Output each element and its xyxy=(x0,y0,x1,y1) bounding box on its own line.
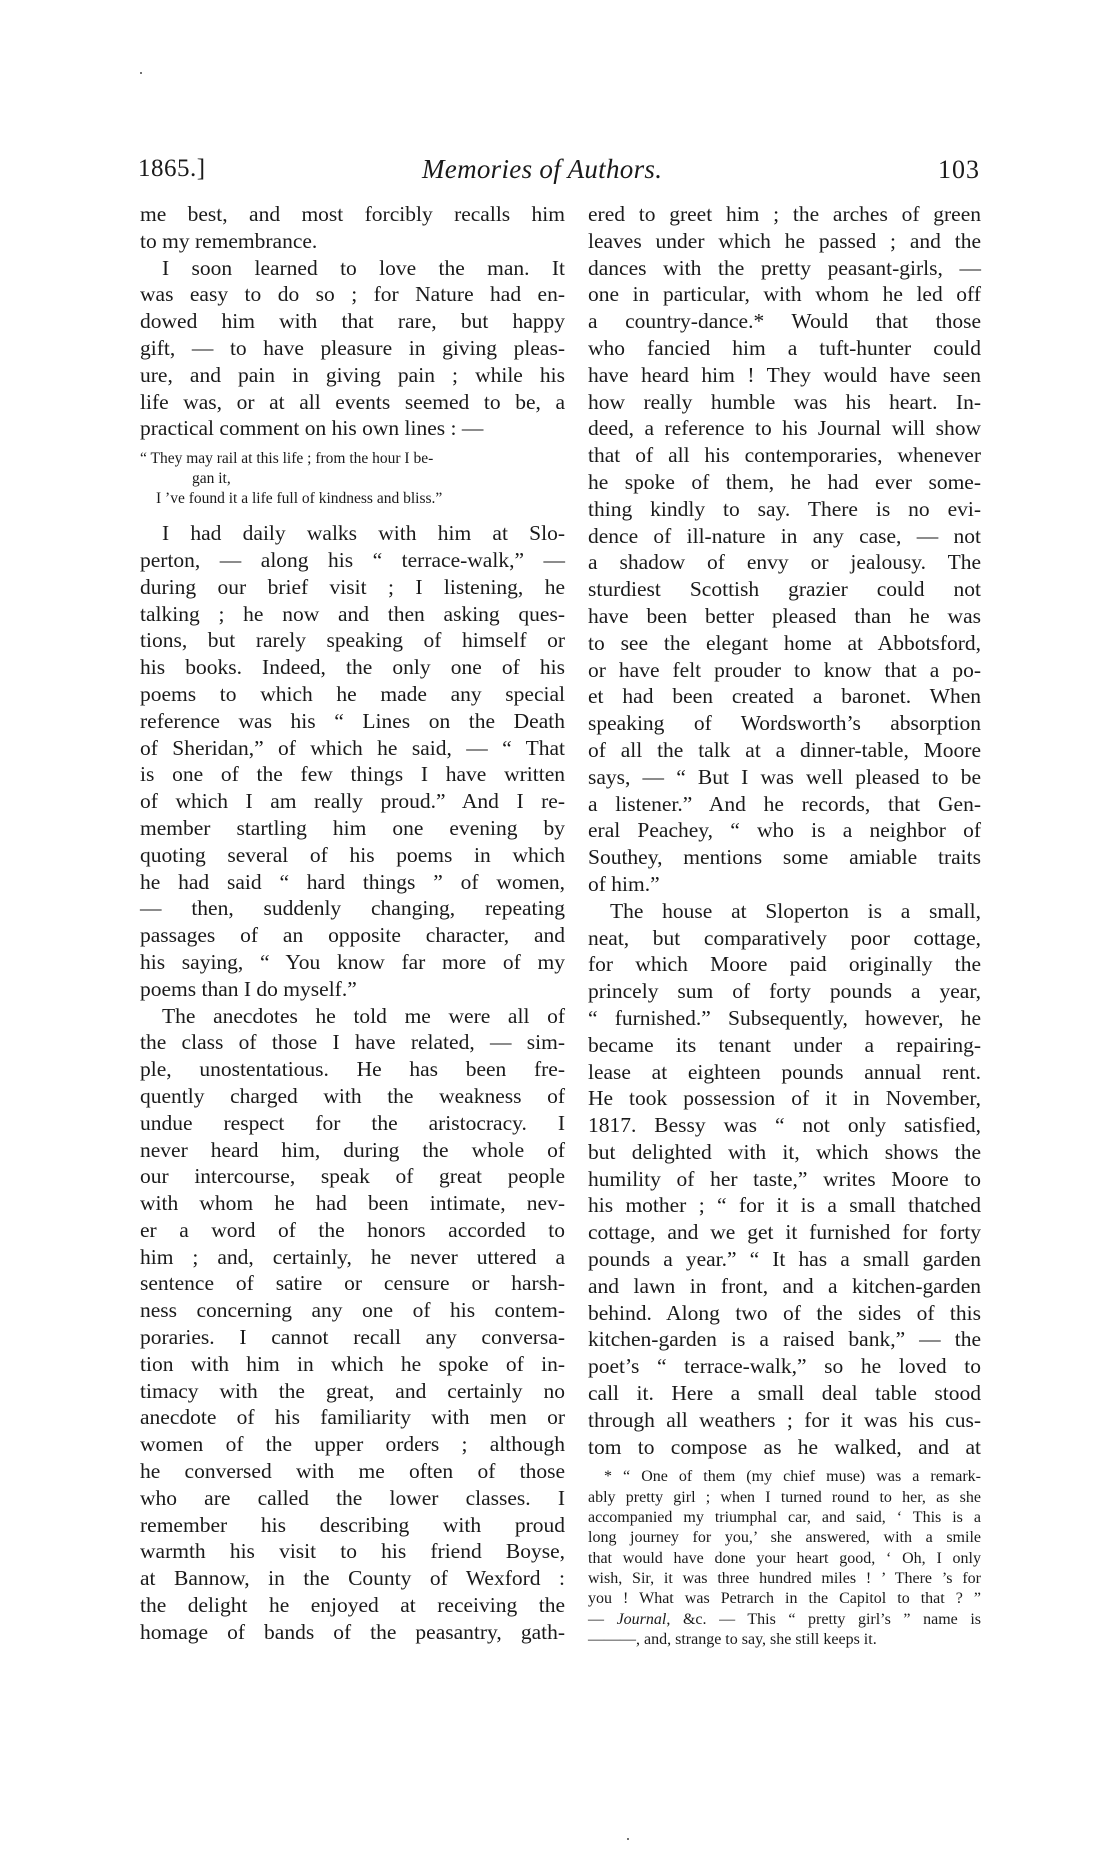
text-line: during our brief visit ; I listening, he xyxy=(140,574,565,599)
right-column xyxy=(588,201,981,1650)
text-line: cottage, and we get it furnished for forty xyxy=(588,1220,981,1245)
text-line: at Bannow, in the County of Wexford : xyxy=(140,1566,565,1591)
paper-speck xyxy=(627,1838,629,1840)
text-line: passages of an opposite character, and xyxy=(140,923,565,948)
text-line: dence of ill-nature in any case, — not xyxy=(588,523,981,548)
text-line: remember his describing with proud xyxy=(140,1512,565,1537)
text-line: er a word of the honors accorded to xyxy=(140,1217,565,1242)
text-line: practical comment on his own lines : — xyxy=(140,416,484,441)
running-head-year: 1865.] xyxy=(138,155,206,182)
footnote-line: long journey for you,’ she answered, with a smile xyxy=(588,1529,981,1547)
text-line: his mother ; “ for it is a small thatched xyxy=(588,1193,981,1218)
verse-line: “ They may rail at this life ; from the hour I be- xyxy=(140,450,434,468)
text-line: The house at Sloperton is a small, xyxy=(610,898,981,923)
text-line: talking ; he now and then asking ques- xyxy=(140,601,565,626)
paragraph xyxy=(140,1003,565,1646)
text-line: of Sheridan,” of which he said, — “ That xyxy=(140,735,565,760)
text-line: have heard him ! They would have seen xyxy=(588,362,981,387)
text-line: poems to which he made any special xyxy=(140,681,565,706)
text-line: or have felt prouder to know that a po- xyxy=(588,657,981,682)
footnote-line: you ! What was Petrarch in the Capitol to that ? ” xyxy=(588,1590,981,1608)
text-line: gift, — to have pleasure in giving pleas- xyxy=(140,335,565,360)
text-line: ness concerning any one of his contem- xyxy=(140,1298,565,1323)
text-line: dances with the pretty peasant-girls, — xyxy=(588,255,981,280)
footnote-line: accompanied my triumphal car, and said, ‘ This is a xyxy=(588,1509,981,1527)
text-line: ure, and pain in giving pain ; while his xyxy=(140,362,565,387)
text-line: tom to compose as he walked, and at xyxy=(588,1434,981,1459)
text-line: timacy with the great, and certainly no xyxy=(140,1378,565,1403)
footnote xyxy=(588,1467,981,1650)
text-line: neat, but comparatively poor cottage, xyxy=(588,925,981,950)
text-line: through all weathers ; for it was his cus- xyxy=(588,1407,981,1432)
text-line: anecdote of his familiarity with men or xyxy=(140,1405,565,1430)
text-line: how really humble was his heart. In- xyxy=(588,389,981,414)
text-line: life was, or at all events seemed to be, a xyxy=(140,389,565,414)
text-line: tions, but rarely speaking of himself or xyxy=(140,628,565,653)
text-line: him ; and, certainly, he never uttered a xyxy=(140,1244,565,1269)
footnote-line: wish, Sir, it was three hundred miles ! ’ There ’s for xyxy=(588,1569,981,1587)
footnote-dash: — xyxy=(588,1610,617,1628)
text-line: deed, a reference to his Journal will show xyxy=(588,416,981,441)
text-line: but delighted with it, which shows the xyxy=(588,1139,981,1164)
text-line: “ furnished.” Subsequently, however, he xyxy=(588,1005,981,1030)
text-line: never heard him, during the whole of xyxy=(140,1137,565,1162)
text-line: 1817. Bessy was “ not only satisfied, xyxy=(588,1113,981,1138)
text-line: says, — “ But I was well pleased to be xyxy=(588,764,981,789)
text-line: a listener.” And he records, that Gen- xyxy=(588,791,981,816)
text-line: I soon learned to love the man. It xyxy=(162,255,565,280)
text-line: behind. Along two of the sides of this xyxy=(588,1300,981,1325)
text-line: he spoke of them, he had ever some- xyxy=(588,469,981,494)
text-line: who fancied him a tuft-hunter could xyxy=(588,335,981,360)
paragraph xyxy=(140,520,565,1002)
footnote-line: * “ One of them (my chief muse) was a remark- xyxy=(604,1468,981,1486)
text-line: member startling him one evening by xyxy=(140,815,565,840)
text-line: a country-dance.* Would that those xyxy=(588,309,981,334)
paragraph xyxy=(140,255,565,443)
footnote-journal-citation: Journal xyxy=(616,1610,667,1628)
text-line: that of all his contemporaries, whenever xyxy=(588,443,981,468)
text-line: became its tenant under a repairing- xyxy=(588,1032,981,1057)
text-line: women of the upper orders ; although xyxy=(140,1432,565,1457)
footnote-line: ably pretty girl ; when I turned round to her, as she xyxy=(588,1488,981,1506)
text-line: our intercourse, speak of great people xyxy=(140,1164,565,1189)
text-line: poraries. I cannot recall any conversa- xyxy=(140,1325,565,1350)
text-line: ple, unostentatious. He has been fre- xyxy=(140,1057,565,1082)
text-line: poems than I do myself.” xyxy=(140,976,357,1001)
footnote-text: , &c. — This “ pretty girl’s ” name is xyxy=(666,1610,981,1628)
text-line: he conversed with me often of those xyxy=(140,1459,565,1484)
text-line: pounds a year.” “ It has a small garden xyxy=(588,1247,981,1272)
paragraph xyxy=(588,898,981,1461)
paragraph xyxy=(140,201,565,255)
footnote-line xyxy=(588,1610,981,1630)
left-column xyxy=(140,201,565,1646)
text-line: speaking of Wordsworth’s absorption xyxy=(588,711,981,736)
text-line: of him.” xyxy=(588,871,660,896)
footnote-line: ———, and, strange to say, she still keeps it. xyxy=(588,1630,877,1648)
text-line: thing kindly to say. There is no evi- xyxy=(588,496,981,521)
text-line: he had said “ hard things ” of women, xyxy=(140,869,565,894)
text-line: quoting several of his poems in which xyxy=(140,842,565,867)
text-line: to see the elegant home at Abbotsford, xyxy=(588,630,981,655)
text-line: princely sum of forty pounds a year, xyxy=(588,979,981,1004)
text-line: — then, suddenly changing, repeating xyxy=(140,896,565,921)
running-head xyxy=(138,155,980,191)
text-line: for which Moore paid originally the xyxy=(588,952,981,977)
text-line: et had been created a baronet. When xyxy=(588,684,981,709)
page-number: 103 xyxy=(938,155,980,184)
text-line: reference was his “ Lines on the Death xyxy=(140,708,565,733)
text-line: warmth his visit to his friend Boyse, xyxy=(140,1539,565,1564)
text-line: one in particular, with whom he led off xyxy=(588,282,981,307)
text-line: kitchen-garden is a raised bank,” — the xyxy=(588,1327,981,1352)
text-line: and lawn in front, and a kitchen-garden xyxy=(588,1273,981,1298)
text-line: Southey, mentions some amiable traits xyxy=(588,845,981,870)
text-line: humility of her taste,” writes Moore to xyxy=(588,1166,981,1191)
verse-line: gan it, xyxy=(192,470,231,488)
text-line: to my remembrance. xyxy=(140,228,318,253)
text-line: He took possession of it in November, xyxy=(588,1086,981,1111)
text-line: the delight he enjoyed at receiving the xyxy=(140,1593,565,1618)
text-line: a shadow of envy or jealousy. The xyxy=(588,550,981,575)
text-line: who are called the lower classes. I xyxy=(140,1485,565,1510)
text-line: his books. Indeed, the only one of his xyxy=(140,655,565,680)
text-line: lease at eighteen pounds annual rent. xyxy=(588,1059,981,1084)
text-line: of which I am really proud.” And I re- xyxy=(140,789,565,814)
verse-quotation xyxy=(140,449,565,509)
text-line: the class of those I have related, — sim- xyxy=(140,1030,565,1055)
text-line: call it. Here a small deal table stood xyxy=(588,1381,981,1406)
text-line: poet’s “ terrace-walk,” so he loved to xyxy=(588,1354,981,1379)
text-line: homage of bands of the peasantry, gath- xyxy=(140,1619,565,1644)
text-line: sentence of satire or censure or harsh- xyxy=(140,1271,565,1296)
text-line: have been better pleased than he was xyxy=(588,603,981,628)
text-line: eral Peachey, “ who is a neighbor of xyxy=(588,818,981,843)
text-line: leaves under which he passed ; and the xyxy=(588,228,981,253)
text-line: is one of the few things I have written xyxy=(140,762,565,787)
text-line: ered to greet him ; the arches of green xyxy=(588,202,981,226)
paragraph xyxy=(588,201,981,898)
text-line: sturdiest Scottish grazier could not xyxy=(588,577,981,602)
text-line: dowed him with that rare, but happy xyxy=(140,309,565,334)
footnote-line: that would have done your heart good, ‘ Oh, I only xyxy=(588,1549,981,1567)
text-line: was easy to do so ; for Nature had en- xyxy=(140,282,565,307)
text-line: I had daily walks with him at Slo- xyxy=(162,521,565,546)
text-line: undue respect for the aristocracy. I xyxy=(140,1110,565,1135)
text-line: quently charged with the weakness of xyxy=(140,1083,565,1108)
text-line: The anecdotes he told me were all of xyxy=(162,1003,565,1028)
text-line: me best, and most forcibly recalls him xyxy=(140,202,565,226)
text-line: with whom he had been intimate, nev- xyxy=(140,1191,565,1216)
text-line: tion with him in which he spoke of in- xyxy=(140,1351,565,1376)
text-line: of all the talk at a dinner-table, Moore xyxy=(588,737,981,762)
text-line: his saying, “ You know far more of my xyxy=(140,949,565,974)
running-head-title: Memories of Authors. xyxy=(422,154,663,184)
paper-speck xyxy=(140,72,142,74)
verse-line: I ’ve found it a life full of kindness and bliss.” xyxy=(156,490,443,508)
text-line: perton, — along his “ terrace-walk,” — xyxy=(140,547,565,572)
